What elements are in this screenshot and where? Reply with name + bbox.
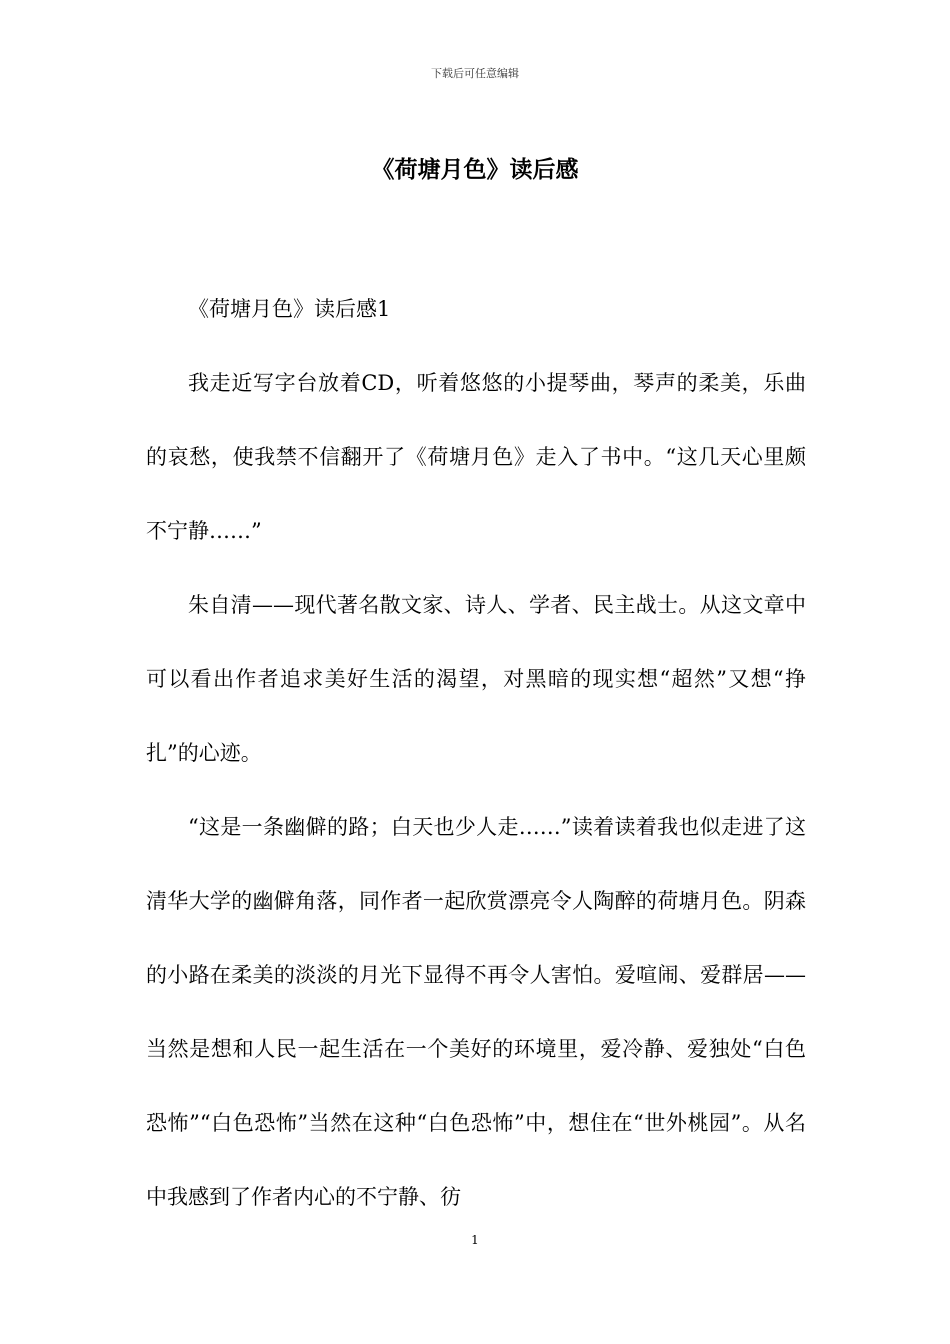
- header-note: 下载后可任意编辑: [431, 67, 519, 80]
- document-title: 《荷塘月色》读后感: [371, 157, 579, 183]
- document-body: [146, 272, 806, 1234]
- page-number: 1: [471, 1233, 479, 1247]
- paragraph-1: 我走近写字台放着CD，听着悠悠的小提琴曲，琴声的柔美，乐曲的哀愁，使我禁不信翻开了《荷塘月色》走入了书中。“这几天心里颇不宁静……”: [146, 371, 806, 543]
- paragraph-2: 朱自清——现代著名散文家、诗人、学者、民主战士。从这文章中可以看出作者追求美好生活的渴望，对黑暗的现实想“超然”又想“挣扎”的心迹。: [146, 593, 806, 765]
- paragraph-3: “这是一条幽僻的路；白天也少人走……”读着读着我也似走进了这清华大学的幽僻角落，同作者一起欣赏漂亮令人陶醉的荷塘月色。阴森的小路在柔美的淡淡的月光下显得不再令人害怕。爱喧闹、爱群居——当然是想和人民一起生活在一个美好的环境里，爱冷静、爱独处“白色恐怖”“白色恐怖”当然在这种“白色恐怖”中，想住在“世外桃园”。从名中我感到了作者内心的不宁静、彷: [146, 815, 806, 1209]
- paragraph-subtitle: 《荷塘月色》读后感1: [188, 297, 391, 321]
